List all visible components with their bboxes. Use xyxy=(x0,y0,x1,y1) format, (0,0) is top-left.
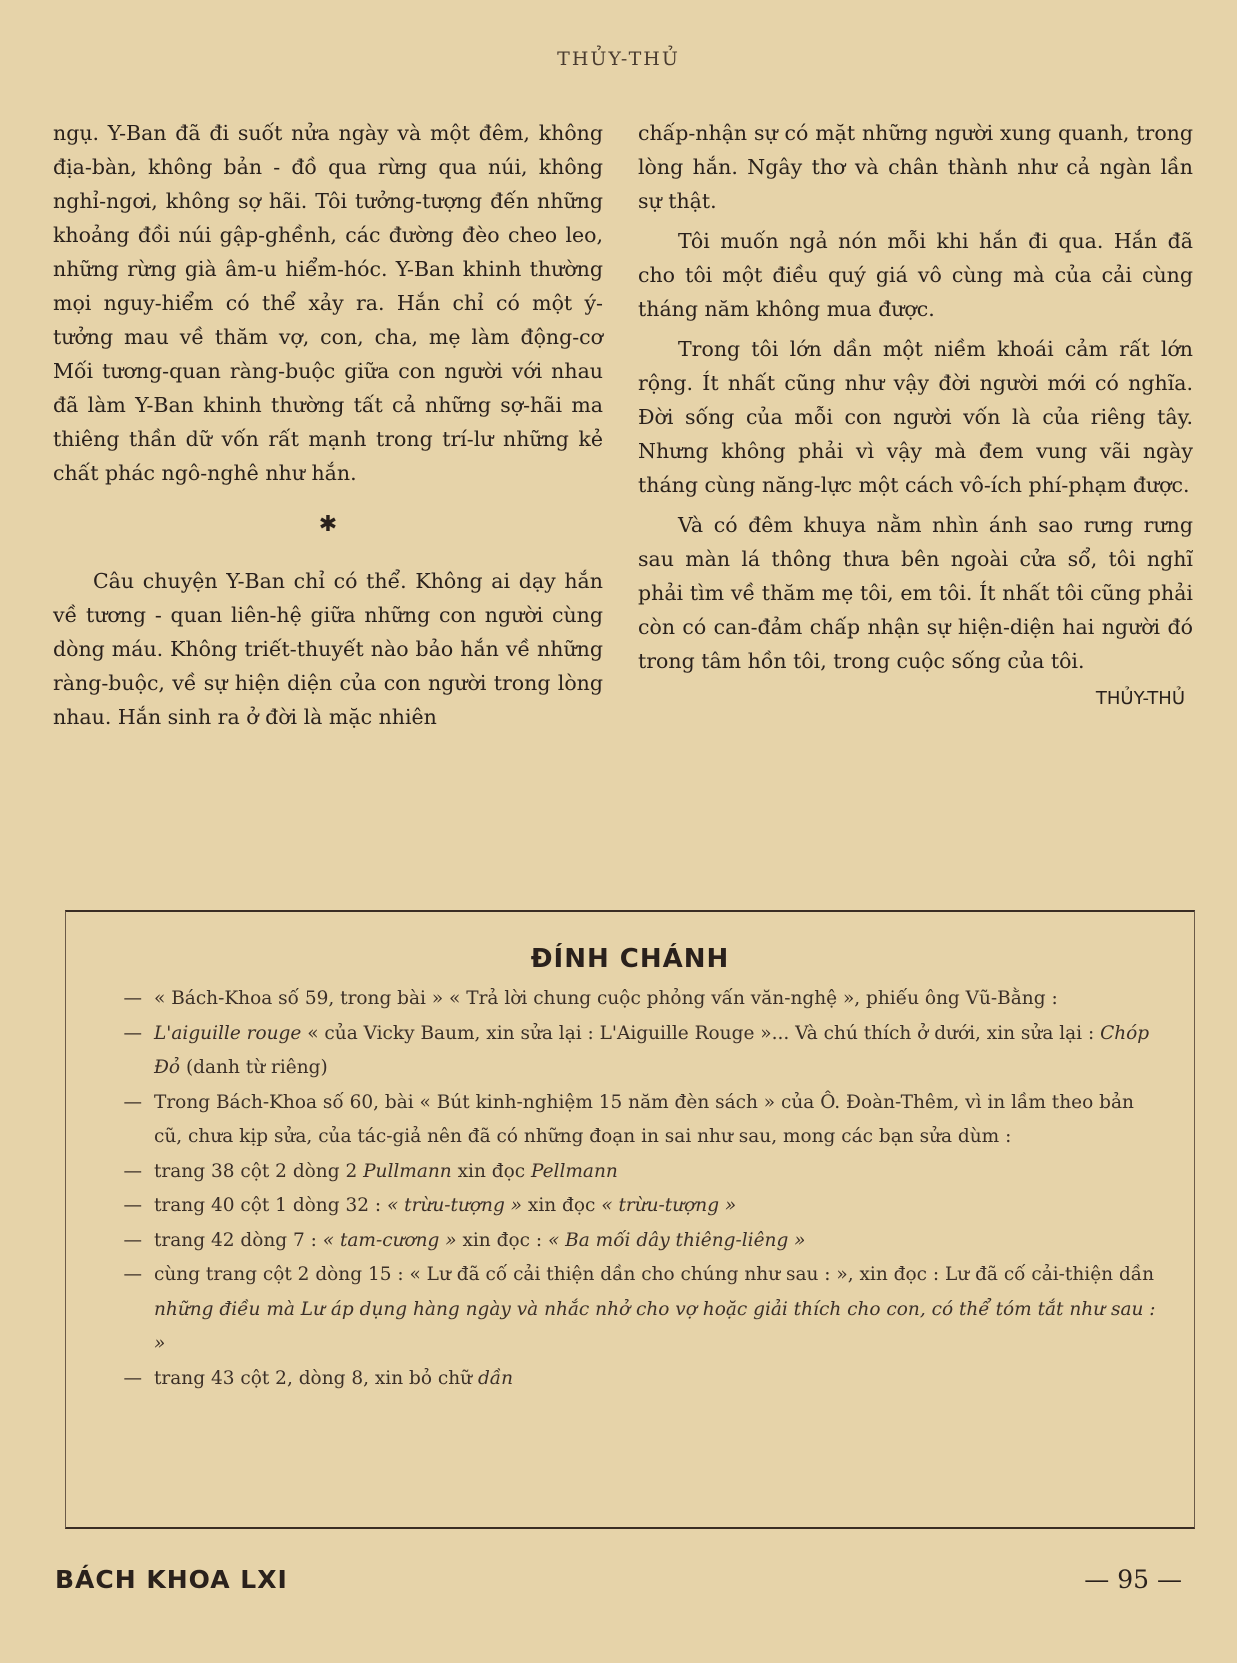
left-column xyxy=(53,116,603,734)
left-paragraph-2: Câu chuyện Y-Ban chỉ có thể. Không ai dạy hắn về tương - quan liên-hệ giữa những con người cùng dòng máu. Không triết-thuyết nào bảo hắn về những ràng-buộc, về sự hiện diện của con người trong lòng nhau. Hắn sinh ra ở đời là mặc nhiên xyxy=(53,569,603,729)
errata-item: — L'aiguille rouge « của Vicky Baum, xin sửa lại : L'Aiguille Rouge »... Và chú thích ở dưới, xin sửa lại : Chóp Đỏ (danh từ riêng) xyxy=(123,1022,1150,1078)
right-paragraph-1: chấp-nhận sự có mặt những người xung quanh, trong lòng hắn. Ngây thơ và chân thành như cả ngàn lần sự thật. xyxy=(638,121,1193,213)
errata-item: — trang 40 cột 1 dòng 32 : « trừu-tượng » xin đọc « trừu-tượng » xyxy=(123,1195,737,1216)
errata-item: — Trong Bách-Khoa số 60, bài « Bút kinh-nghiệm 15 năm đèn sách » của Ô. Đoàn-Thêm, vì in lầm theo bản cũ, chưa kịp sửa, của tác-giả nên đã có những đoạn in sai như sau, mong các bạn sửa dùm : xyxy=(123,1091,1134,1147)
errata-item: — trang 42 dòng 7 : « tam-cương » xin đọc : « Ba mối dây thiêng-liêng » xyxy=(123,1229,806,1251)
right-paragraph-2: Tôi muốn ngả nón mỗi khi hắn đi qua. Hắn đã cho tôi một điều quý giá vô cùng mà của cải cùng tháng năm không mua được. xyxy=(638,229,1193,321)
author-signature: THỦY-THỦ xyxy=(1095,688,1185,709)
right-paragraph-4: Và có đêm khuya nằm nhìn ánh sao rưng rưng sau màn lá thông thưa bên ngoài cửa sổ, tôi nghĩ phải tìm về thăm mẹ tôi, em tôi. Ít nhất tôi cũng phải còn có can-đảm chấp nhận sự hiện-diện hai người đó trong tâm hồn tôi, trong cuộc sống của tôi. xyxy=(638,513,1193,673)
errata-item: — cùng trang cột 2 dòng 15 : « Lư đã cố cải thiện dần cho chúng như sau : », xin đọc : Lư đã cố cải-thiện dần những điều mà Lư áp dụng hàng ngày và nhắc nhở cho vợ hoặc giải thích cho con, có thể tóm tắt như sau : » xyxy=(123,1264,1156,1354)
right-column xyxy=(638,116,1193,716)
right-paragraph-3: Trong tôi lớn dần một niềm khoái cảm rất lớn rộng. Ít nhất cũng như vậy đời người mới có nghĩa. Đời sống của mỗi con người vốn là của riêng tây. Nhưng không phải vì vậy mà đem vung vãi ngày tháng cùng năng-lực một cách vô-ích phí-phạm được. xyxy=(638,337,1193,497)
section-separator: ✱ xyxy=(318,512,338,537)
errata-title: ĐÍNH CHÁNH xyxy=(530,944,730,974)
errata-item: — « Bách-Khoa số 59, trong bài » « Trả lời chung cuộc phỏng vấn văn-nghệ », phiếu ông Vũ-Bằng : xyxy=(123,988,1058,1009)
errata-box xyxy=(65,910,1195,1529)
errata-item: — trang 38 cột 2 dòng 2 Pullmann xin đọc Pellmann xyxy=(123,1160,618,1182)
errata-list xyxy=(66,982,1194,1396)
page-number: — 95 — xyxy=(1084,1565,1182,1594)
publication-name: BÁCH KHOA LXI xyxy=(55,1565,288,1594)
running-head: THỦY-THỦ xyxy=(557,48,680,70)
errata-item: — trang 43 cột 2, dòng 8, xin bỏ chữ dần xyxy=(123,1367,514,1389)
left-paragraph-1: ngụ. Y-Ban đã đi suốt nửa ngày và một đêm, không địa-bàn, không bản - đồ qua rừng qua núi, không nghỉ-ngơi, không sợ hãi. Tôi tưởng-tượng đến những khoảng đồi núi gập-ghềnh, các đường đèo cheo leo, những rừng già âm-u hiểm-hóc. Y-Ban khinh thường mọi nguy-hiểm có thể xảy ra. Hắn chỉ có một ý-tưởng mau về thăm vợ, con, cha, mẹ làm động-cơ Mối tương-quan ràng-buộc giữa con người với nhau đã làm Y-Ban khinh thường tất cả những sợ-hãi ma thiêng thần dữ vốn rất mạnh trong trí-lư những kẻ chất phác ngô-nghê như hắn. xyxy=(53,121,603,485)
